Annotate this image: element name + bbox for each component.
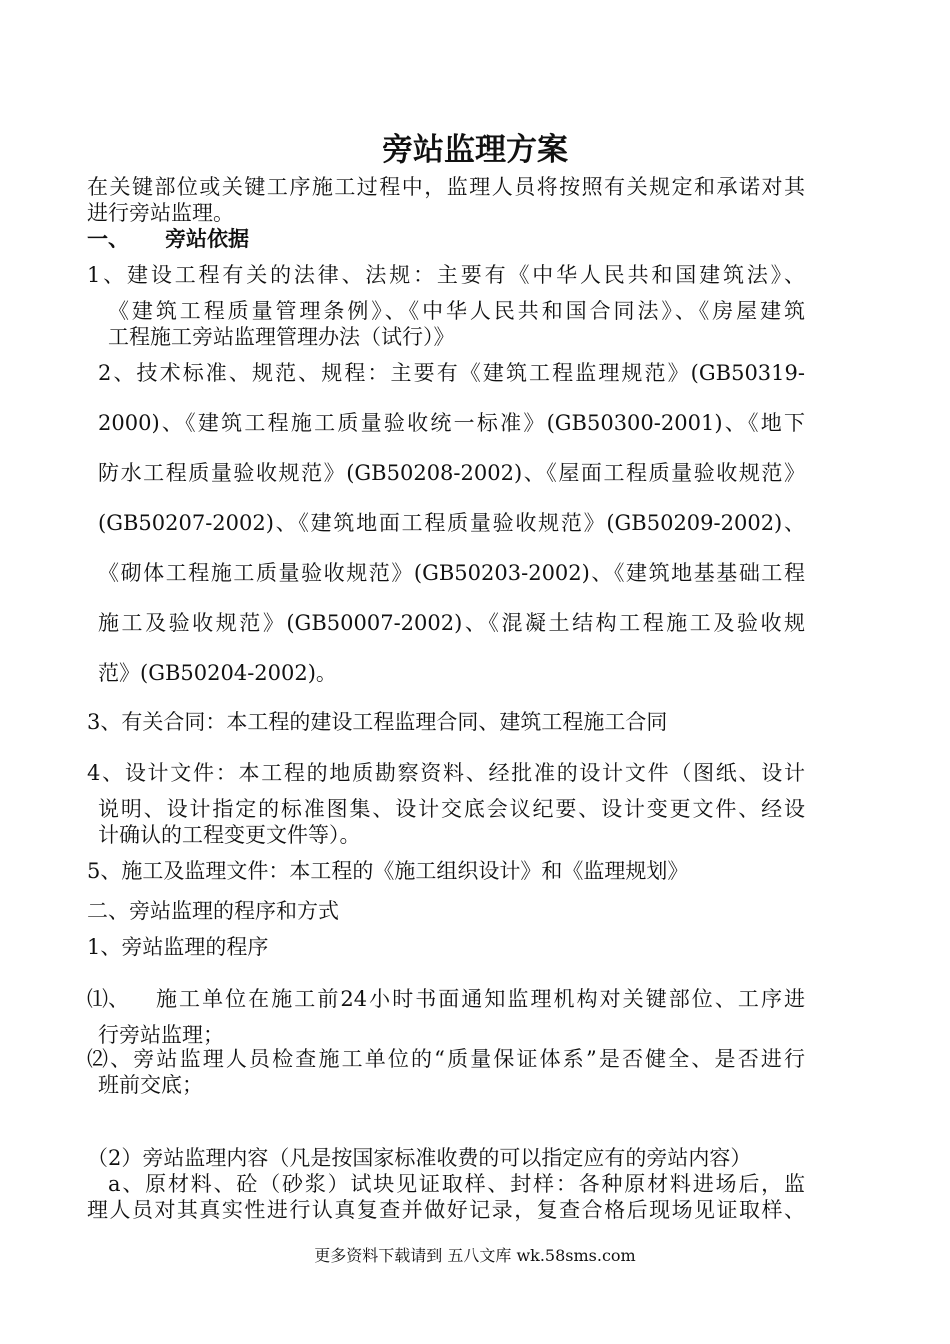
intro-line-2: 进行旁站监理。	[87, 201, 234, 225]
item5: 5、施工及监理文件：本工程的《施工组织设计》和《监理规划》	[87, 859, 689, 883]
section1-number: 一、	[87, 227, 129, 251]
section2-sub1: 1、旁站监理的程序	[87, 935, 269, 959]
step2-line-2: 班前交底；	[98, 1073, 203, 1097]
footer-note: 更多资料下载请到 五八文库 wk.58sms.com	[314, 1246, 636, 1265]
item3: 3、有关合同：本工程的建设工程监理合同、建筑工程施工合同	[87, 710, 668, 734]
step1-line-2: 行旁站监理；	[98, 1023, 224, 1047]
section2-heading: 二、旁站监理的程序和方式	[87, 899, 339, 923]
item1-line-2: 《建筑工程质量管理条例》、《中华人民共和国合同法》、《房屋建筑	[108, 299, 805, 323]
item1-line-3: 工程施工旁站监理管理办法（试行）》	[108, 325, 455, 349]
item2-line-3: 防水工程质量验收规范》(GB50208-2002)、《屋面工程质量验收规范》	[98, 461, 805, 485]
item2-line-2: 2000)、《建筑工程施工质量验收统一标准》(GB50300-2001)、《地下	[98, 411, 805, 435]
content-a-line-2: 理人员对其真实性进行认真复查并做好记录，复查合格后现场见证取样、	[87, 1198, 805, 1222]
section1-heading: 旁站依据	[165, 227, 249, 251]
content-a-line-1: a、原材料、砼（砂浆）试块见证取样、封样：各种原材料进场后，监	[108, 1172, 805, 1196]
item2-line-6: 施工及验收规范》(GB50007-2002)、《混凝土结构工程施工及验收规	[98, 611, 805, 635]
intro-line-1: 在关键部位或关键工序施工过程中，监理人员将按照有关规定和承诺对其	[87, 175, 805, 199]
step1-marker: ⑴、	[87, 987, 129, 1011]
step2-line-1: ⑵、旁站监理人员检查施工单位的“质量保证体系”是否健全、是否进行	[87, 1047, 805, 1071]
item1-line-1: 1、建设工程有关的法律、法规：主要有《中华人民共和国建筑法》、	[87, 263, 805, 287]
page-title: 旁站监理方案	[382, 132, 568, 168]
step1-line-1: 施工单位在施工前24小时书面通知监理机构对关键部位、工序进	[156, 987, 805, 1011]
item4-line-1: 4、设计文件：本工程的地质勘察资料、经批准的设计文件（图纸、设计	[87, 761, 805, 785]
item4-line-2: 说明、设计指定的标准图集、设计交底会议纪要、设计变更文件、经设	[98, 797, 805, 821]
item2-line-5: 《砌体工程施工质量验收规范》(GB50203-2002)、《建筑地基基础工程	[98, 561, 805, 585]
item2-line-7: 范》(GB50204-2002)。	[98, 661, 337, 685]
item2-line-1: 2、技术标准、规范、规程：主要有《建筑工程监理规范》(GB50319-	[98, 361, 805, 385]
content-heading: （2）旁站监理内容（凡是按国家标准收费的可以指定应有的旁站内容）	[87, 1146, 752, 1170]
item4-line-3: 计确认的工程变更文件等）。	[98, 823, 361, 847]
item2-line-4: (GB50207-2002)、《建筑地面工程质量验收规范》(GB50209-2002)、	[98, 511, 805, 535]
